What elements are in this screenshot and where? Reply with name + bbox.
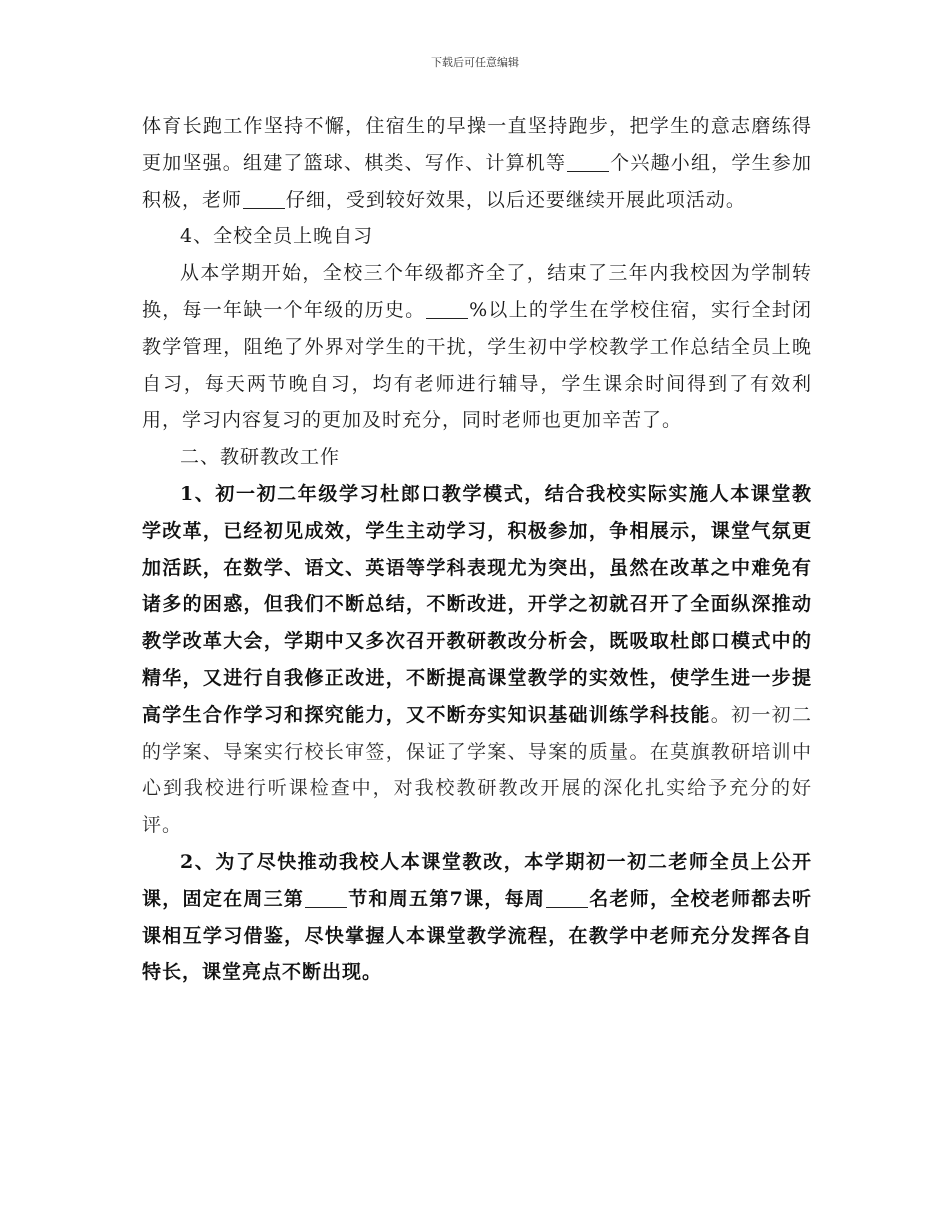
paragraph-open-classes xyxy=(142,844,812,991)
paragraph-text: 从本学期开始，全校三个年级都齐全了，结束了三年内我校因为学制转换，每一年缺一个年级的历史。 xyxy=(142,262,812,321)
page-header: 下载后可任意编辑 xyxy=(431,56,519,69)
blank-field xyxy=(426,299,468,319)
paragraph-text: 仔细，受到较好效果，以后还要继续开展此项活动。 xyxy=(285,188,746,211)
paragraph-evening-study xyxy=(142,255,812,439)
paragraph-text: 体育长跑工作坚持不懈，住宿生的早操一直坚持跑步，把学生的意志磨练得更加坚强。组建了篮球、棋类、写作、计算机等 xyxy=(142,115,812,174)
section-heading-teaching-research: 二、教研教改工作 xyxy=(180,446,341,469)
blank-field xyxy=(567,152,609,172)
document-body xyxy=(142,108,812,991)
paragraph-text: 节和周五第7课，每周 xyxy=(347,887,546,910)
section-heading-evening-study: 4、全校全员上晚自习 xyxy=(180,225,374,248)
paragraph-text: 2、为了尽快推动我校人本课堂教改，本学期初一初二老师全员上公开课，固定在周三第 xyxy=(142,850,812,910)
paragraph-teaching-reform xyxy=(142,476,812,844)
blank-field xyxy=(546,888,588,908)
paragraph-text: 名老师，全校老师都去听课相互学习借鉴，尽快掌握人本课堂教学流程，在教学中老师充分发挥各自特长，课堂亮点不断出现。 xyxy=(142,887,812,984)
paragraph-sports-activities xyxy=(142,108,812,218)
paragraph-text: 。初一初二的学案、导案实行校长审签，保证了学案、导案的质量。在莫旗教研培训中心到我校进行听课检查中，对我校教研教改开展的深化扎实给予充分的好评。 xyxy=(142,703,812,837)
paragraph-text: %以上的学生在学校住宿，实行全封闭教学管理，阻绝了外界对学生的干扰，学生初中学校教学工作总结全员上晚自习，每天两节晚自习，均有老师进行辅导，学生课余时间得到了有效利用，学习内容复习的更加及时充分，同时老师也更加辛苦了。 xyxy=(142,298,812,432)
blank-field xyxy=(305,888,347,908)
blank-field xyxy=(243,189,285,209)
paragraph-text-bold: 1、初一初二年级学习杜郎口教学模式，结合我校实际实施人本课堂教学改革，已经初见成效，学生主动学习，积极参加，争相展示，课堂气氛更加活跃，在数学、语文、英语等学科表现尤为突出，虽然在改革之中难免有诸多的困惑，但我们不断总结，不断改进，开学之初就召开了全面纵深推动教学改革大会，学期中又多次召开教研教改分析会，既吸取杜郎口模式中的精华，又进行自我修正改进，不断提高课堂教学的实效性，使学生进一步提高学生合作学习和探究能力，又不断夯实知识基础训练学科技能 xyxy=(142,482,812,726)
paragraph-text: 个兴趣小组，学生参加积极，老师 xyxy=(142,151,812,211)
